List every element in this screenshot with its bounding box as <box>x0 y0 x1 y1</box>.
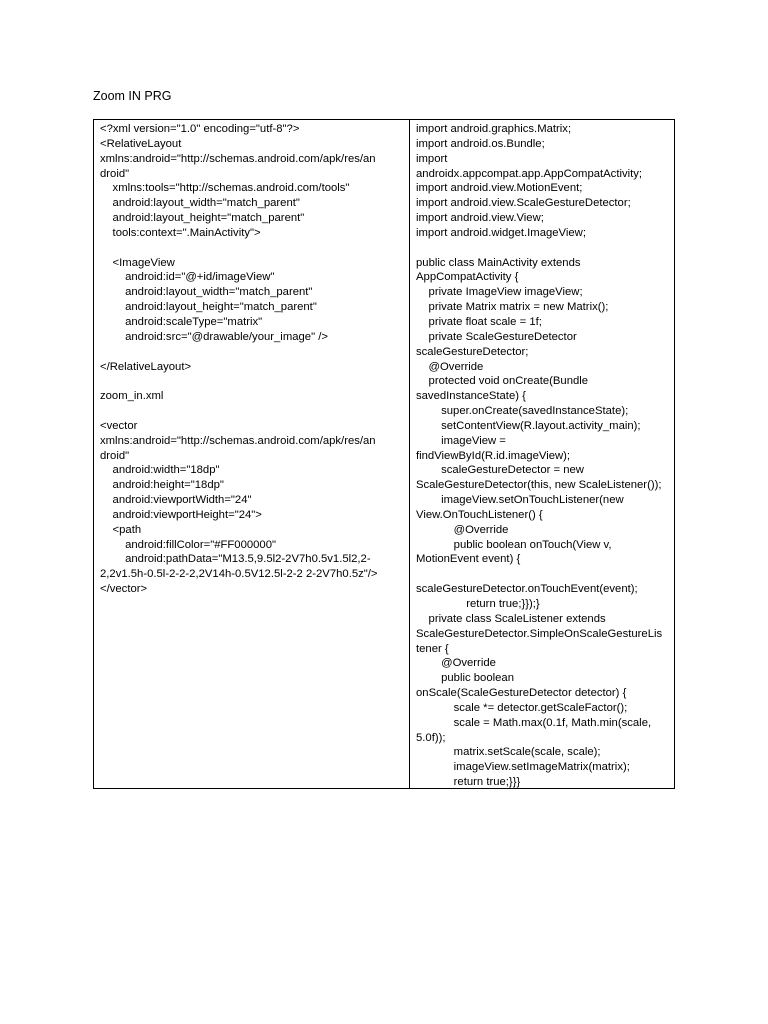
xml-code-line: xmlns:tools="http://schemas.android.com/tools" <box>100 182 350 195</box>
java-code-line: @Override <box>416 360 484 373</box>
xml-code-line: </RelativeLayout> <box>100 360 192 373</box>
xml-code-line: android:layout_height="match_parent" <box>100 301 317 314</box>
java-code-line: return true;}}} <box>416 776 521 788</box>
java-code-line: AppCompatActivity { <box>416 271 519 284</box>
code-table <box>93 119 675 789</box>
java-code-line: imageView.setImageMatrix(matrix); <box>416 761 630 774</box>
xml-code-line <box>100 374 406 389</box>
java-code-line: View.OnTouchListener() { <box>416 508 543 521</box>
xml-code-line: android:scaleType="matrix" <box>100 315 263 328</box>
java-code-line: scaleGestureDetector.onTouchEvent(event); <box>416 583 638 596</box>
java-code-line: import android.view.MotionEvent; <box>416 182 583 195</box>
document-title: Zoom IN PRG <box>93 89 172 103</box>
java-code-line: matrix.setScale(scale, scale); <box>416 746 601 759</box>
java-code-line: MotionEvent event) { <box>416 553 521 566</box>
xml-code-line: droid" <box>100 167 130 180</box>
xml-code-line: android:layout_height="match_parent" <box>100 212 305 225</box>
java-code-line: ScaleGestureDetector(this, new ScaleListener()); <box>416 479 662 492</box>
xml-code-line <box>100 345 406 360</box>
java-code-line: tener { <box>416 642 449 655</box>
java-code-line: savedInstanceState) { <box>416 390 526 403</box>
java-code-line: public boolean <box>416 672 514 685</box>
xml-code-line: 2,2v1.5h-0.5l-2-2-2,2V14h-0.5V12.5l-2-2 2-2V7h0.5z"/> <box>100 568 378 581</box>
xml-code-line: android:id="@+id/imageView" <box>100 271 275 284</box>
xml-code-line: android:height="18dp" <box>100 479 224 492</box>
java-code-line: import android.widget.ImageView; <box>416 226 586 239</box>
xml-code-line: android:fillColor="#FF000000" <box>100 538 276 551</box>
java-code-line: scaleGestureDetector; <box>416 345 529 358</box>
xml-code-line: <vector <box>100 419 138 432</box>
java-code-line: private ScaleGestureDetector <box>416 330 577 343</box>
java-code-line: private ImageView imageView; <box>416 286 583 299</box>
java-code-line: 5.0f)); <box>416 731 446 744</box>
xml-code-line: <?xml version="1.0" encoding="utf-8"?> <box>100 123 300 135</box>
java-code-line: private class ScaleListener extends <box>416 612 606 625</box>
java-code-line: scale = Math.max(0.1f, Math.min(scale, <box>416 716 652 729</box>
java-code-line: ScaleGestureDetector.SimpleOnScaleGestureLis <box>416 627 663 640</box>
xml-code-line: android:viewportWidth="24" <box>100 494 252 507</box>
java-code-line: super.onCreate(savedInstanceState); <box>416 405 629 418</box>
xml-code-line: tools:context=".MainActivity"> <box>100 226 261 239</box>
java-code-line: imageView.setOnTouchListener(new <box>416 494 624 507</box>
java-code-column <box>410 120 674 788</box>
java-code-line: scaleGestureDetector = new <box>416 464 584 477</box>
java-code-line: @Override <box>416 523 509 536</box>
xml-code-line: </vector> <box>100 583 148 596</box>
xml-code-line: <ImageView <box>100 256 175 269</box>
java-code-line: private float scale = 1f; <box>416 315 542 328</box>
java-code-line: scale *= detector.getScaleFactor(); <box>416 701 628 714</box>
java-code-line: public boolean onTouch(View v, <box>416 538 612 551</box>
xml-code-line <box>100 241 406 256</box>
xml-code-line: <RelativeLayout <box>100 137 182 150</box>
java-code-line <box>416 567 671 582</box>
xml-code-line: android:layout_width="match_parent" <box>100 197 300 210</box>
xml-code-line: droid" <box>100 449 130 462</box>
xml-code-line: xmlns:android="http://schemas.android.com/apk/res/an <box>100 152 376 165</box>
java-code-line: onScale(ScaleGestureDetector detector) { <box>416 687 627 700</box>
xml-code-line: android:src="@drawable/your_image" /> <box>100 330 328 343</box>
xml-code-line: android:layout_width="match_parent" <box>100 286 313 299</box>
xml-code-line <box>100 404 406 419</box>
xml-code-line: android:viewportHeight="24"> <box>100 508 262 521</box>
java-code-line: androidx.appcompat.app.AppCompatActivity; <box>416 167 643 180</box>
java-code-line: imageView = <box>416 434 506 447</box>
java-code-line <box>416 241 671 256</box>
java-code-line: import android.os.Bundle; <box>416 137 545 150</box>
java-code-line: import android.graphics.Matrix; <box>416 123 572 135</box>
xml-code-line: android:width="18dp" <box>100 464 220 477</box>
xml-code-line: android:pathData="M13.5,9.5l2-2V7h0.5v1.5l2,2- <box>100 553 371 566</box>
java-code-line: import <box>416 152 448 165</box>
xml-code-line: zoom_in.xml <box>100 390 164 403</box>
java-code-line: protected void onCreate(Bundle <box>416 375 589 388</box>
java-code-line: import android.view.View; <box>416 212 544 225</box>
java-code-line: public class MainActivity extends <box>416 256 581 269</box>
java-code-line: return true;}});} <box>416 598 540 610</box>
java-code-line: setContentView(R.layout.activity_main); <box>416 419 641 432</box>
java-code-line: private Matrix matrix = new Matrix(); <box>416 301 609 314</box>
xml-code-line: <path <box>100 523 142 536</box>
java-code-line: import android.view.ScaleGestureDetector; <box>416 197 631 210</box>
java-code-line: @Override <box>416 657 496 670</box>
java-code-line: findViewById(R.id.imageView); <box>416 449 571 462</box>
xml-layout-column <box>94 120 410 788</box>
xml-code-line: xmlns:android="http://schemas.android.com/apk/res/an <box>100 434 376 447</box>
